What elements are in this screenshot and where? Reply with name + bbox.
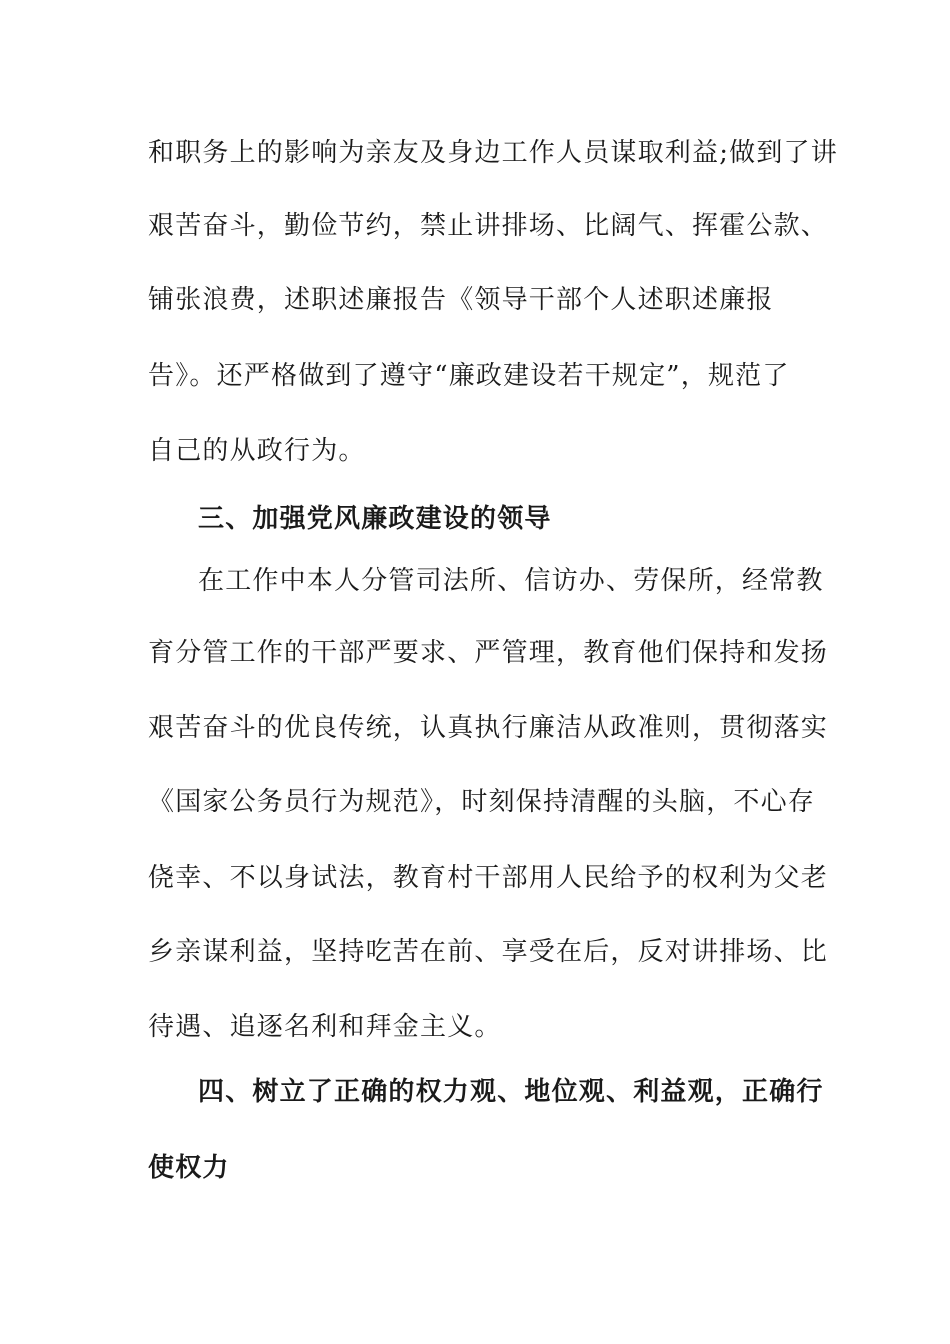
paragraph-line: 在工作中本人分管司法所、信访办、劳保所，经常教	[198, 566, 824, 596]
paragraph-line: 待遇、追逐名利和拜金主义。	[148, 1012, 502, 1042]
heading-line: 使权力	[148, 1153, 230, 1183]
paragraph-line: 艰苦奋斗的优良传统，认真执行廉洁从政准则，贯彻落实	[148, 713, 829, 743]
paragraph-line: 《国家公务员行为规范》，时刻保持清醒的头脑，不心存	[148, 787, 816, 817]
paragraph-line: 自己的从政行为。	[148, 436, 366, 466]
paragraph-line: 告》。还严格做到了遵守“廉政建设若干规定”，规范了	[148, 361, 790, 391]
paragraph-line: 乡亲谋利益，坚持吃苦在前、享受在后，反对讲排场、比	[148, 937, 829, 967]
paragraph-line: 铺张浪费，述职述廉报告《领导干部个人述职述廉报	[148, 285, 774, 315]
heading-line: 四、树立了正确的权力观、地位观、利益观，正确行	[198, 1077, 824, 1107]
paragraph-line: 和职务上的影响为亲友及身边工作人员谋取利益;做到了讲	[148, 138, 838, 168]
paragraph-line: 育分管工作的干部严要求、严管理，教育他们保持和发扬	[148, 638, 829, 668]
section-3-heading: 三、加强党风廉政建设的领导	[198, 504, 552, 534]
paragraph-line: 侥幸、不以身试法，教育村干部用人民给予的权利为父老	[148, 863, 829, 893]
paragraph-line: 艰苦奋斗，勤俭节约，禁止讲排场、比阔气、挥霍公款、	[148, 211, 829, 241]
